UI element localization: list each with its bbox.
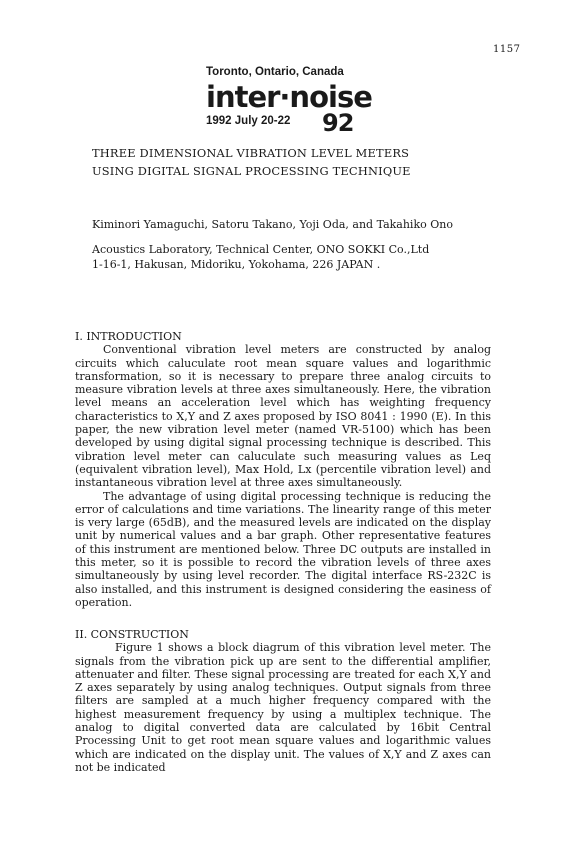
- conference-logo: inter·noise: [206, 80, 372, 114]
- paragraph: Conventional vibration level meters are constructed by analog circuits which caluculate root mean square values and logarithmic transformation, so it is necessary to prepare three analog circuits to measure vibration levels at three axes simultaneously. Here, the vibration level means an acceleration level which has weighting frequency characteristics to X,Y and Z axes proposed by ISO 8041 : 1990 (E). In this paper, the new vibration level meter (named VR-5100) which has been developed by using digital signal processing technique is described. This vibration level meter can caluculate such measuring values as Leq (equivalent vibration level), Max Hold, Lx (percentile vibration level) and instantaneous vibration level at three axes simultaneously.: [75, 343, 491, 490]
- affiliation: [92, 243, 429, 272]
- paragraph: Figure 1 shows a block diagrum of this vibration level meter. The signals from the vibration pick up are sent to the differential amplifier, attenuater and filter. These signal processing are treated for each X,Y and Z axes separately by using analog techniques. Output signals from three filters are sampled at a much higher frequency compared with the highest measurement frequency by using a multiplex technique. The analog to digital converted data are calculated by 16bit Central Processing Unit to get root mean square values and logarithmic values which are indicated on the display unit. The values of X,Y and Z axes can not be indicated: [75, 641, 491, 774]
- conference-location: Toronto, Ontario, Canada: [206, 66, 344, 78]
- page-number: 1157: [493, 44, 521, 55]
- affiliation-line: Acoustics Laboratory, Technical Center, ONO SOKKI Co.,Ltd: [92, 243, 430, 256]
- conference-year: 92: [322, 109, 354, 137]
- section-heading: II. CONSTRUCTION: [75, 628, 189, 641]
- conference-banner: [206, 66, 376, 137]
- construction-section: [75, 628, 491, 774]
- title-line: USING DIGITAL SIGNAL PROCESSING TECHNIQUE: [92, 164, 411, 178]
- title-line: THREE DIMENSIONAL VIBRATION LEVEL METERS: [92, 146, 410, 160]
- conference-date: 1992 July 20-22: [206, 115, 291, 127]
- section-heading: I. INTRODUCTION: [75, 330, 182, 343]
- affiliation-line: 1-16-1, Hakusan, Midoriku, Yokohama, 226 JAPAN .: [92, 257, 381, 271]
- paragraph: The advantage of using digital processing technique is reducing the error of calculations and time variations. The linearity range of this meter is very large (65dB), and the measured levels are indicated on the display unit by numerical values and a bar graph. Other representative features of this instrument are mentioned below. Three DC outputs are installed in this meter, so it is possible to record the vibration levels of three axes simultaneously by using level recorder. The digital interface RS-232C is also installed, and this instrument is designed considering the easiness of operation.: [75, 489, 491, 609]
- conference-date-row: [206, 109, 376, 137]
- authors: Kiminori Yamaguchi, Satoru Takano, Yoji Oda, and Takahiko Ono: [92, 218, 453, 231]
- paper-title: [92, 144, 411, 180]
- introduction-section: [75, 330, 491, 609]
